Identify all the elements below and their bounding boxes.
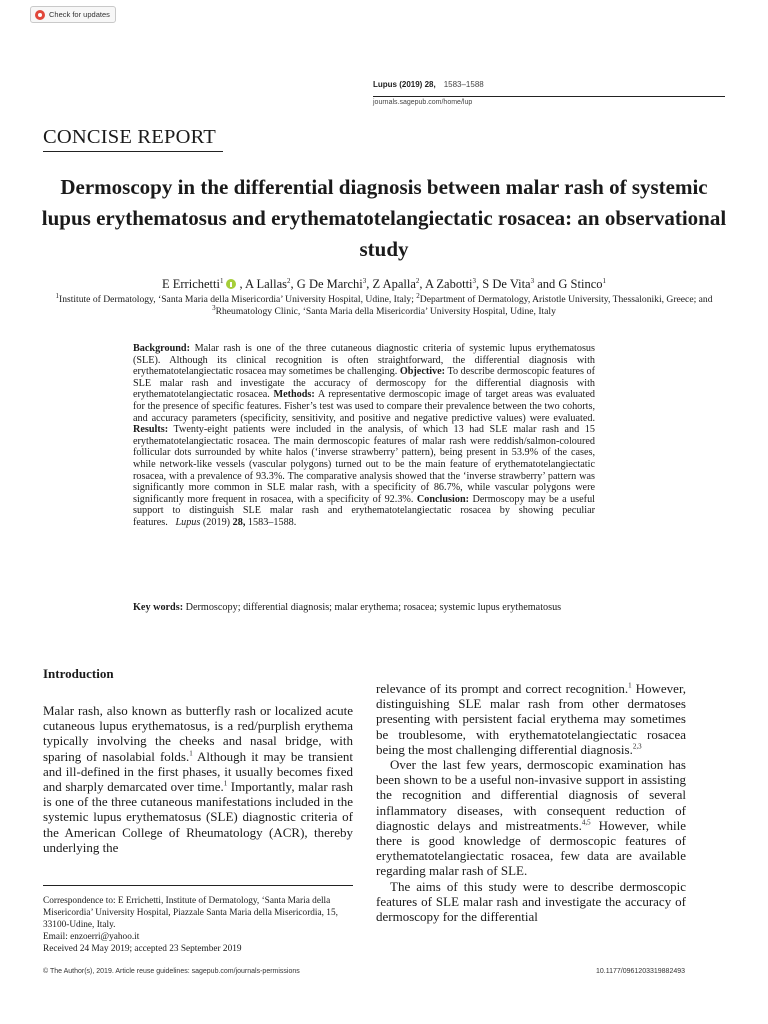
affiliation-marker: 3 xyxy=(472,276,477,285)
reference-marker[interactable]: 1 xyxy=(223,779,228,788)
journal-pages: 1583–1588 xyxy=(443,80,484,89)
journal-name: Lupus (2019) 28, xyxy=(373,80,436,89)
body-paragraph: The aims of this study were to describe dermoscopic features of SLE malar rash and investigate the accuracy of dermoscopy for the differential xyxy=(376,878,686,925)
affiliation-marker: 1 xyxy=(55,291,59,300)
keywords-text: Dermoscopy; differential diagnosis; malar erythema; rosacea; systemic lupus erythematosus xyxy=(183,602,562,613)
update-icon xyxy=(35,10,45,20)
abstract-methods-label: Methods: xyxy=(273,389,315,401)
citation-year: (2019) xyxy=(200,516,233,528)
author-name: and G Stinco xyxy=(534,277,603,291)
author-list xyxy=(40,277,728,292)
author-name: , G De Marchi xyxy=(290,277,363,291)
copyright-footer: © The Author(s), 2019. Article reuse guidelines: sagepub.com/journals-permissions xyxy=(43,968,300,975)
keywords-label: Key words: xyxy=(133,602,184,613)
affiliation-marker: 3 xyxy=(530,276,535,285)
affiliation-marker: 3 xyxy=(212,303,216,312)
affiliation-marker: 2 xyxy=(416,291,420,300)
correspondence-footnote xyxy=(43,895,353,955)
abstract-results-text: Twenty-eight patients were included in the analysis, of which 13 had SLE malar rash and 15 erythematotelangiectatic rosacea. The main dermoscopic features of malar rash were reddish/salmon-coloured follicular dots surrounded by white halos (‘inverse strawberry’ pattern), being present in 53.9% of the cases, while network-like vessels (vascular polygons) turned out to be the main feature of erythematotelangiectatic rosacea, with a prevalence of 93.3%. The comparative analysis showed that the ‘inverse strawberry’ pattern was significantly more common in SLE malar rash, with a specificity of 86.7%, while vascular polygons were significantly more frequent in rosacea, with a specificity of 92.3%. xyxy=(133,424,595,505)
received-dates: Received 24 May 2019; accepted 23 September 2019 xyxy=(43,944,242,954)
abstract-objective-label: Objective: xyxy=(399,366,446,378)
body-column-right xyxy=(376,681,686,924)
introduction-heading: Introduction xyxy=(43,666,114,681)
body-paragraph xyxy=(376,757,686,879)
citation-pages: 1583–1588. xyxy=(245,516,297,528)
section-rule xyxy=(43,151,223,152)
affiliation-marker: 1 xyxy=(602,276,606,285)
check-for-updates-button[interactable] xyxy=(30,6,116,23)
header-rule xyxy=(373,96,725,97)
body-column-left xyxy=(43,703,353,855)
body-text: However, while there is good knowledge of dermoscopic features of erythematotelangiectatic rosacea, few data are available regarding malar rash of SLE. xyxy=(376,817,686,879)
reference-marker[interactable]: 4,5 xyxy=(581,818,591,827)
body-paragraph xyxy=(43,703,353,855)
author-name: , S De Vita xyxy=(476,277,531,291)
body-text: However, distinguishing SLE malar rash from other dermatoses presenting with persistent facial erythema may sometimes be troublesome, with erythematotelangiectatic rosacea being the most challenging differential diagnosis. xyxy=(376,681,687,757)
reference-marker[interactable]: 1 xyxy=(189,749,193,758)
correspondence-email[interactable]: Email: enzoerri@yahoo.it xyxy=(43,932,140,942)
abstract-methods-text: A representative dermoscopic image of target areas was evaluated for the presence of specific features. Fisher’s test was used to compare their prevalence between the two cohorts, and accuracy parameters (specificity, sensitivity, and positive and negative predictive values) were evaluated. xyxy=(133,389,595,424)
journal-citation xyxy=(373,80,484,89)
body-text: Importantly, malar rash is one of the three cutaneous manifestations included in the systemic lupus erythematosus (SLE) diagnostic criteria of the American College of Rheumatology (ACR), thereby underlying the xyxy=(43,779,353,855)
author-name: E Errichetti xyxy=(162,277,220,291)
citation-volume: 28, xyxy=(232,516,246,528)
abstract-background-label: Background: xyxy=(133,343,190,354)
affiliation-text: Department of Dermatology, Aristotle University, Thessaloniki, Greece; and xyxy=(419,294,713,305)
abstract-conclusion-label: Conclusion: xyxy=(416,493,470,505)
body-text: relevance of its prompt and correct recognition. xyxy=(376,681,629,696)
affiliation-text: Rheumatology Clinic, ‘Santa Maria della Misericordia’ University Hospital, Udine, Italy xyxy=(215,306,556,317)
check-for-updates-label: Check for updates xyxy=(49,10,110,19)
abstract-results-label: Results: xyxy=(133,424,169,436)
affiliation-text: Institute of Dermatology, ‘Santa Maria della Misericordia’ University Hospital, Udine, Italy; xyxy=(59,294,417,305)
section-label: CONCISE REPORT xyxy=(43,126,216,148)
abstract-background-text: Malar rash is one of the three cutaneous diagnostic criteria of systemic lupus erythematosus (SLE). Although its clinical recognition is often straightforward, the differential diagnosis with erythematotelangiectatic rosacea may sometimes be challenging. xyxy=(133,343,595,378)
citation-journal: Lupus xyxy=(175,516,201,528)
abstract xyxy=(133,343,595,529)
body-paragraph xyxy=(376,681,686,757)
article-title: Dermoscopy in the differential diagnosis between malar rash of systemic lupus erythematosus and erythematotelangiectatic rosacea: an observational study xyxy=(41,175,727,261)
journal-url[interactable]: journals.sagepub.com/home/lup xyxy=(373,99,473,106)
orcid-icon[interactable] xyxy=(226,279,236,289)
body-text: Malar rash, also known as butterfly rash or localized acute cutaneous lupus erythematosus, is a red/purplish erythema typically involving the cheeks and nasal bridge, with sparing of nasolabial folds. xyxy=(43,703,353,764)
keywords xyxy=(133,602,595,614)
reference-marker[interactable]: 2,3 xyxy=(632,742,642,751)
body-text: Over the last few years, dermoscopic examination has been shown to be a useful non-invasive support in assisting the recognition and differential diagnosis of several inflammatory diseases, with consequent reduction of diagnostic delays and mistreatments. xyxy=(376,757,686,833)
author-name: , A Zabotti xyxy=(419,277,473,291)
affiliation-marker: 2 xyxy=(287,276,291,285)
abstract-objective-text: To describe dermoscopic features of SLE malar rash and investigate the accuracy of dermoscopy for the differential diagnosis with erythematotelangiectatic rosacea. xyxy=(133,366,595,401)
abstract-conclusion-text: Dermoscopy may be a useful support to distinguish SLE malar rash and erythematotelangiectatic rosacea by showing peculiar features. xyxy=(133,493,595,528)
reference-marker[interactable]: 1 xyxy=(628,681,632,690)
affiliation-marker: 3 xyxy=(362,276,367,285)
affiliation-marker: 1 xyxy=(219,276,224,285)
body-text: Although it may be transient and ill-defined in the first phases, it usually becomes fixed and sharply demarcated over time. xyxy=(43,748,353,795)
footnote-rule xyxy=(43,885,353,886)
affiliations xyxy=(40,291,728,318)
author-name: , Z Apalla xyxy=(366,277,416,291)
correspondence-text: Correspondence to: E Errichetti, Institute of Dermatology, ‘Santa Maria della Misericordia’ University Hospital, Piazzale Santa Maria della Misericordia, 15, 33100-Udine, Italy. xyxy=(43,896,338,930)
doi-footer[interactable]: 10.1177/0961203319882493 xyxy=(596,968,686,975)
affiliation-marker: 2 xyxy=(415,276,420,285)
author-name: , A Lallas xyxy=(239,277,288,291)
